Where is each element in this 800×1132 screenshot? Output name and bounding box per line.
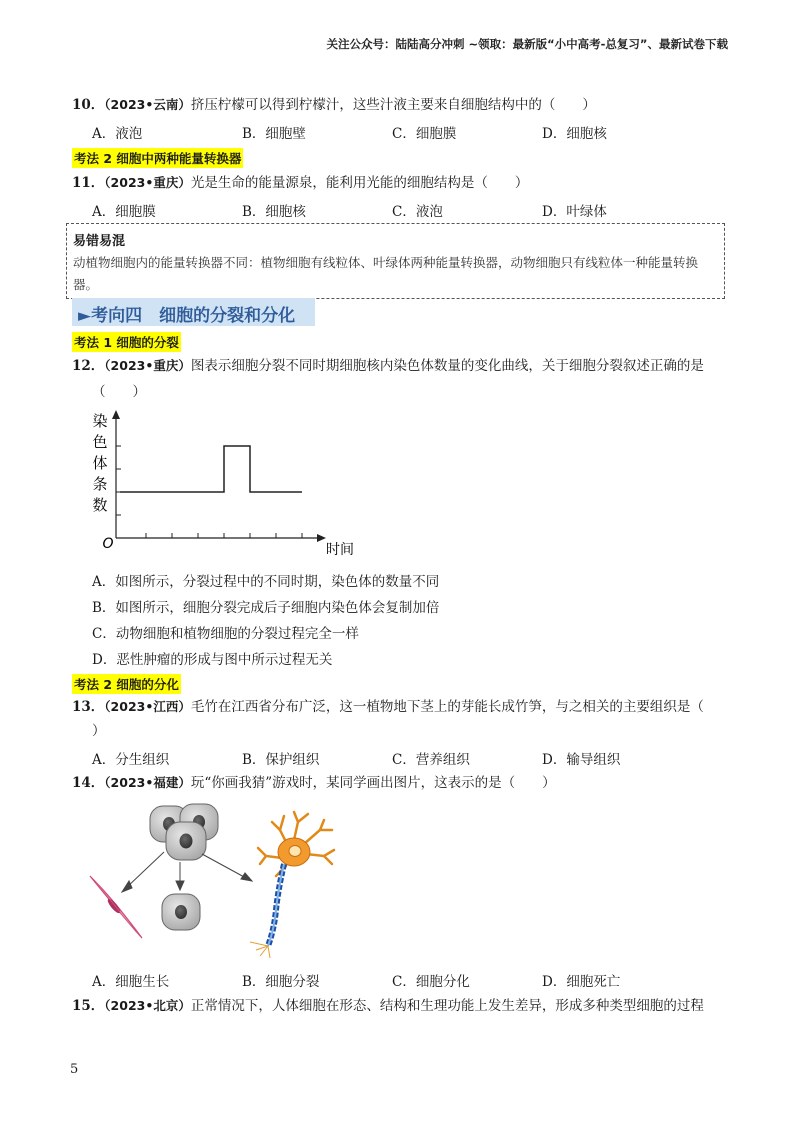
y-axis-label — [92, 412, 107, 514]
page-number: 5 — [70, 1062, 79, 1077]
cell-differentiation-illustration — [84, 800, 364, 960]
question-number: 12． — [72, 358, 105, 374]
kaofa-heading-differentiation: 考法 2 细胞的分化 — [72, 674, 181, 694]
error-prone-box — [66, 223, 725, 299]
question-number: 15． — [72, 998, 105, 1014]
question-source: （2023•江西） — [104, 699, 191, 714]
question-stem: 挤压柠檬可以得到柠檬汁，这些汁液主要来自细胞结构中的（ ） — [190, 97, 596, 113]
question-stem: 光是生命的能量源泉，能利用光能的细胞结构是（ ） — [190, 175, 529, 191]
chromosome-curve — [120, 446, 302, 492]
question-number: 10． — [72, 97, 105, 113]
question-stem: 图表示细胞分裂不同时期细胞核内染色体数量的变化曲线，关于细胞分裂叙述正确的是 — [190, 358, 704, 374]
option-c[interactable]: C．动物细胞和植物细胞的分裂过程完全一样 — [92, 626, 359, 642]
option-d[interactable]: D．细胞核 — [542, 126, 607, 142]
y-axis-arrow — [112, 410, 120, 419]
y-axis-label-char: 染 — [92, 412, 108, 430]
neuron-cell — [250, 812, 334, 958]
options-14 — [92, 970, 732, 990]
question-11 — [72, 174, 732, 194]
muscle-cell — [90, 876, 142, 938]
question-source: （2023•云南） — [104, 97, 191, 112]
page-header: 关注公众号：陆陆高分冲刺 ~领取：最新版“小中高考-总复习”、最新试卷下载 — [326, 37, 728, 51]
option-a[interactable]: A．分生组织 — [92, 752, 170, 768]
option-c[interactable]: C．细胞分化 — [392, 974, 470, 990]
question-13 — [72, 698, 732, 718]
question-stem: 正常情况下，人体细胞在形态、结构和生理功能上发生差异，形成多种类型细胞的过程 — [190, 998, 704, 1014]
question-source: （2023•北京） — [104, 998, 191, 1013]
section-title: ►考向四 细胞的分裂和分化 — [78, 306, 296, 326]
question-10 — [72, 96, 732, 116]
kaofa-heading-division: 考法 1 细胞的分裂 — [72, 332, 181, 352]
question-stem: 毛竹在江西省分布广泛，这一植物地下茎上的芽能长成竹笋，与之相关的主要组织是（ — [190, 699, 704, 715]
y-axis-label-char: 条 — [92, 475, 108, 493]
x-axis-arrow — [317, 534, 326, 542]
option-d[interactable]: D．恶性肿瘤的形成与图中所示过程无关 — [92, 652, 333, 668]
origin-label: O — [102, 536, 114, 552]
question-13-paren: ） — [92, 723, 106, 739]
option-d[interactable]: D．输导组织 — [542, 752, 621, 768]
options-10 — [92, 122, 732, 142]
question-number: 14． — [72, 775, 105, 791]
question-12-paren: （ ） — [92, 384, 146, 400]
question-number: 11． — [72, 175, 105, 191]
option-b[interactable]: B．细胞分裂 — [242, 974, 320, 990]
y-axis-label-char: 色 — [92, 433, 108, 451]
chromosome-chart — [88, 408, 368, 560]
option-a[interactable]: A．细胞生长 — [92, 974, 170, 990]
error-prone-title: 易错易混 — [73, 234, 126, 249]
option-c[interactable]: C．营养组织 — [392, 752, 470, 768]
option-a[interactable]: A．细胞膜 — [92, 204, 156, 220]
daughter-cell — [162, 894, 200, 930]
y-axis-label-char: 数 — [92, 496, 108, 514]
option-c[interactable]: C．细胞膜 — [392, 126, 457, 142]
question-12 — [72, 357, 732, 377]
stem-cell-cluster — [150, 804, 218, 860]
x-axis-label: 时间 — [326, 542, 354, 558]
options-13 — [92, 748, 732, 768]
question-number: 13． — [72, 699, 105, 715]
option-b[interactable]: B．细胞壁 — [242, 126, 306, 142]
question-15 — [72, 997, 732, 1017]
option-a[interactable]: A．液泡 — [92, 126, 143, 142]
question-source: （2023•重庆） — [104, 358, 191, 373]
option-d[interactable]: D．细胞死亡 — [542, 974, 621, 990]
option-c[interactable]: C．液泡 — [392, 204, 443, 220]
options-11 — [92, 200, 732, 220]
error-prone-text: 动植物细胞内的能量转换器不同：植物细胞有线粒体、叶绿体两种能量转换器，动物细胞只有线粒体一种能量转换器。 — [73, 255, 699, 292]
option-b[interactable]: B．细胞核 — [242, 204, 306, 220]
question-stem: 玩“你画我猜”游戏时，某同学画出图片，这表示的是（ ） — [190, 775, 556, 791]
option-a[interactable]: A．如图所示，分裂过程中的不同时期，染色体的数量不同 — [92, 574, 440, 590]
question-14 — [72, 774, 732, 794]
y-axis-label-char: 体 — [92, 454, 108, 472]
section-banner — [72, 298, 315, 326]
option-b[interactable]: B．如图所示，细胞分裂完成后子细胞内染色体会复制加倍 — [92, 600, 440, 616]
option-b[interactable]: B．保护组织 — [242, 752, 320, 768]
kaofa-heading-energy: 考法 2 细胞中两种能量转换器 — [72, 148, 243, 168]
question-source: （2023•重庆） — [104, 175, 191, 190]
question-source: （2023•福建） — [104, 775, 191, 790]
option-d[interactable]: D．叶绿体 — [542, 204, 607, 220]
